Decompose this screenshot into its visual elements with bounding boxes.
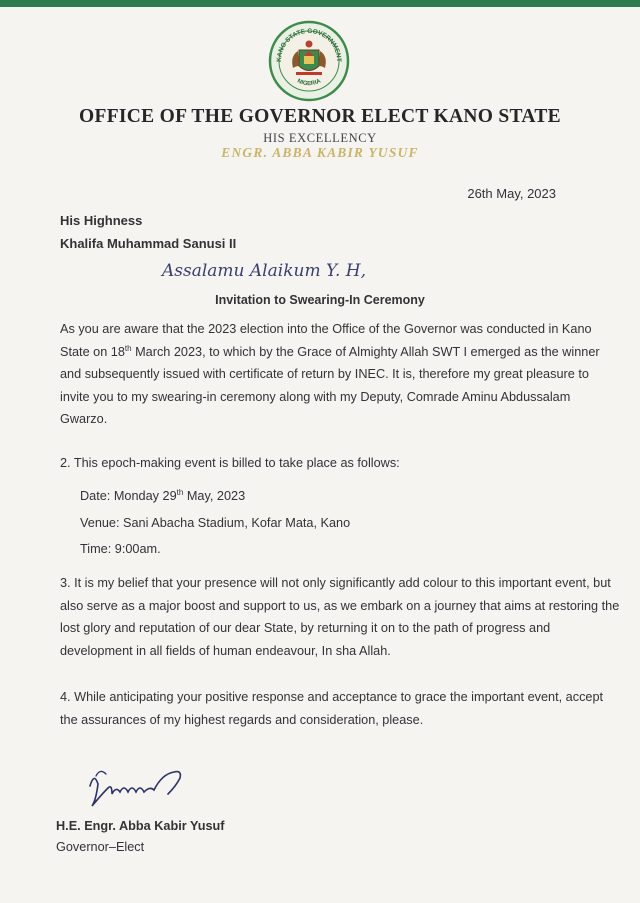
signature-icon — [82, 764, 202, 814]
event-date-sup: th — [176, 487, 184, 497]
seal-top-text: KANO STATE GOVERNMENT — [275, 27, 343, 63]
event-date-text-a: Date: Monday 29 — [80, 489, 177, 503]
paragraph-1 — [60, 318, 620, 431]
letter-subject: Invitation to Swearing-In Ceremony — [215, 293, 425, 307]
seal-bottom-text: NIGERIA — [296, 78, 322, 88]
paragraph-2: 2. This epoch-making event is billed to take place as follows: — [60, 456, 400, 470]
salutation-text: Assalamu Alaikum Y. H, — [162, 261, 367, 281]
paragraph-1-sup: th — [124, 343, 132, 353]
paragraph-3: 3. It is my belief that your presence will not only significantly add colour to this important event, but also serve as a major boost and support to us, as we embark on a journey that aims at restoring the lost glory and reputation of our dear State, by returning it on to the path of progress and development in all fields of human endeavour, In sha Allah. — [60, 576, 620, 658]
event-date — [80, 489, 245, 503]
paragraph-1-text-b: March 2023, to which by the Grace of Almighty Allah SWT I emerged as the winner and subsequently issued with certificate of return by INEC. It is, therefore my great pleasure to invite you to my swearing-in ceremony along with my Deputy, Comrade Aminu Abdussalam Gwarzo. — [60, 344, 600, 426]
event-venue: Venue: Sani Abacha Stadium, Kofar Mata, Kano — [80, 516, 351, 530]
governor-elect-name: ENGR. ABBA KABIR YUSUF — [221, 145, 419, 160]
top-bar — [0, 0, 640, 7]
addressee-name: Khalifa Muhammad Sanusi II — [60, 236, 237, 251]
event-date-text-b: May, 2023 — [183, 489, 246, 503]
excellency-label: HIS EXCELLENCY — [263, 131, 377, 145]
signer-role: Governor–Elect — [56, 840, 145, 854]
event-time: Time: 9:00am. — [80, 542, 161, 556]
letter-date: 26th May, 2023 — [467, 186, 556, 201]
office-title: OFFICE OF THE GOVERNOR ELECT KANO STATE — [79, 106, 561, 127]
addressee-title: His Highness — [60, 213, 143, 228]
paragraph-1-text-a: As you are aware that the 2023 election into the Office of the Governor was conducted in Kano State on 18 — [60, 322, 592, 359]
paragraph-4: 4. While anticipating your positive response and acceptance to grace the important event, accept the assurances of my highest regards and consideration, please. — [60, 690, 604, 727]
signer-name: H.E. Engr. Abba Kabir Yusuf — [56, 819, 225, 833]
handwritten-salutation — [160, 254, 410, 286]
state-seal-icon — [268, 20, 350, 102]
